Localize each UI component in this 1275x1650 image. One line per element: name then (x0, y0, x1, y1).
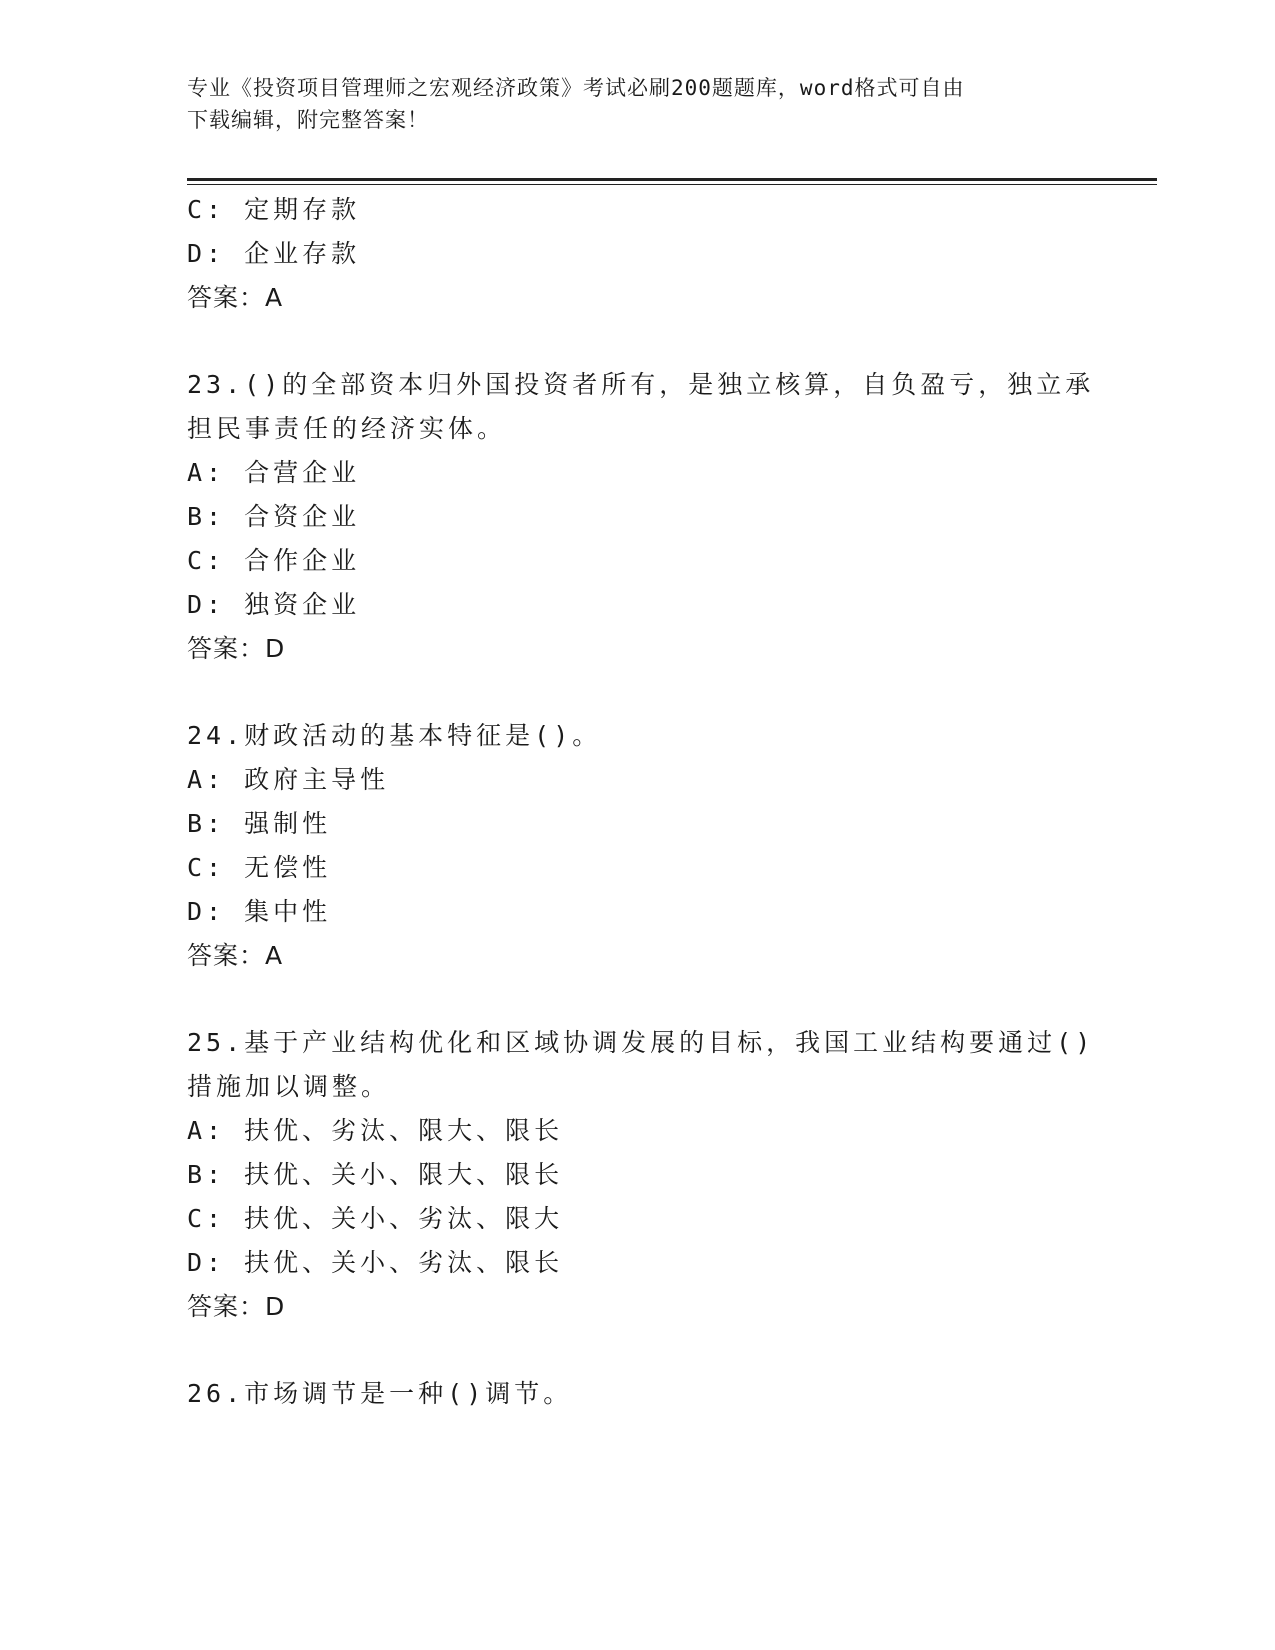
q22-option-d: D: 企业存款 (187, 239, 361, 268)
q25-stem-line-1: 25.基于产业结构优化和区域协调发展的目标，我国工业结构要通过() (187, 1028, 1095, 1057)
q24-stem: 24.财政活动的基本特征是()。 (187, 721, 602, 750)
q24-option-c: C: 无偿性 (187, 853, 332, 882)
document-header (187, 72, 1087, 136)
q25-option-b: B: 扶优、关小、限大、限长 (187, 1160, 564, 1189)
q23-stem-line-2: 担民事责任的经济实体。 (187, 414, 507, 443)
header-divider-thick (187, 178, 1157, 181)
q23-option-d: D: 独资企业 (187, 590, 361, 619)
q26-stem: 26.市场调节是一种()调节。 (187, 1379, 573, 1408)
q23-option-c: C: 合作企业 (187, 546, 361, 575)
q24-option-b: B: 强制性 (187, 809, 332, 838)
q23-answer: 答案：D (187, 634, 286, 663)
q23-option-b: B: 合资企业 (187, 502, 361, 531)
q23-option-a: A: 合营企业 (187, 458, 361, 487)
q25-answer: 答案：D (187, 1292, 286, 1321)
q25-option-a: A: 扶优、劣汰、限大、限长 (187, 1116, 564, 1145)
q24-answer: 答案：A (187, 941, 284, 970)
q24-option-a: A: 政府主导性 (187, 765, 390, 794)
header-divider-thin (187, 184, 1157, 185)
q22-option-c: C: 定期存款 (187, 195, 361, 224)
header-line-1: 专业《投资项目管理师之宏观经济政策》考试必刷200题题库，word格式可自由 (187, 76, 965, 100)
q25-option-d: D: 扶优、关小、劣汰、限长 (187, 1248, 564, 1277)
q25-option-c: C: 扶优、关小、劣汰、限大 (187, 1204, 564, 1233)
q23-stem-line-1: 23.()的全部资本归外国投资者所有，是独立核算，自负盈亏，独立承 (187, 370, 1095, 399)
q24-option-d: D: 集中性 (187, 897, 332, 926)
q25-stem-line-2: 措施加以调整。 (187, 1072, 391, 1101)
q22-answer: 答案：A (187, 283, 284, 312)
header-line-2: 下载编辑，附完整答案！ (187, 108, 429, 132)
